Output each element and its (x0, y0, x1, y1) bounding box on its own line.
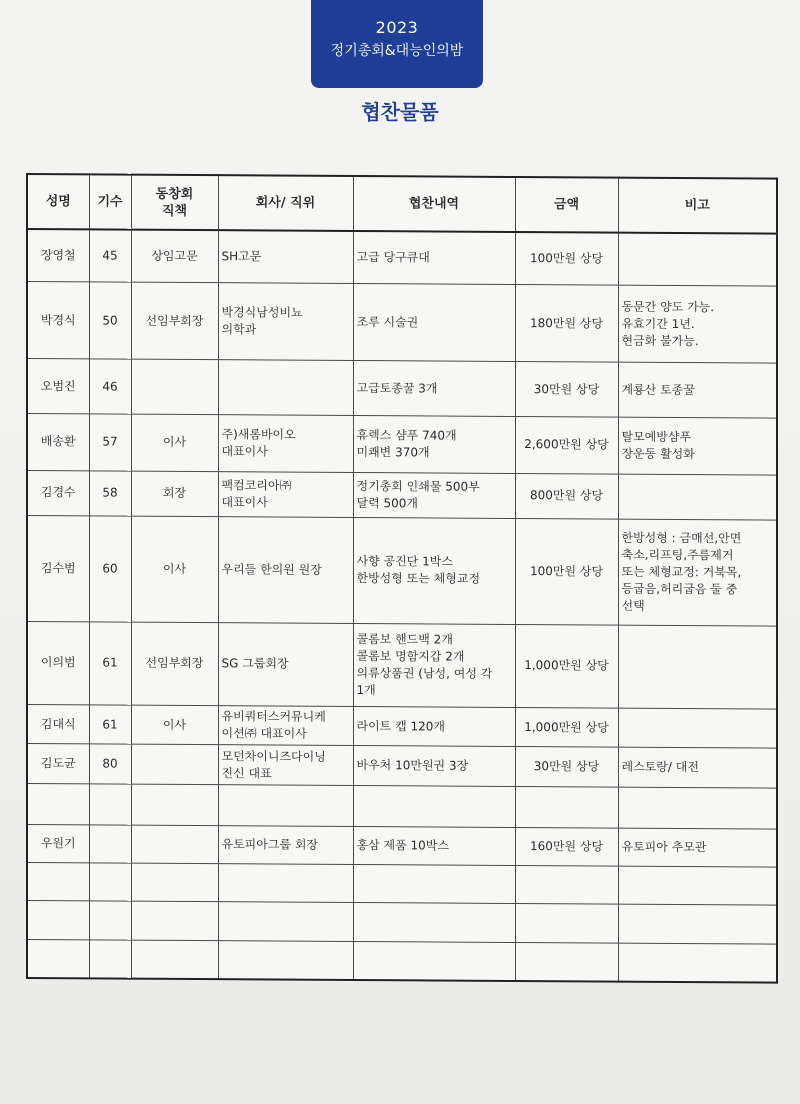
cell-company-title (218, 941, 353, 980)
cell-amount: 1,000만원 상당 (515, 624, 618, 708)
cell-company-title: 주)새롬바이오 대표이사 (218, 415, 353, 473)
cell-company-title: 모던차이니즈다이닝 진신 대표 (218, 745, 353, 785)
cell-alumni-position: 선임부회장 (131, 282, 218, 360)
cell-generation (89, 825, 131, 863)
cell-sponsorship-details: 고급 당구큐대 (353, 231, 515, 285)
cell-remarks (618, 943, 777, 983)
header-name-label: 성명 (45, 194, 71, 210)
header-alumni-position-label: 동창회 직책 (155, 186, 194, 219)
cell-amount: 30만원 상당 (515, 747, 618, 787)
table-row (27, 783, 777, 829)
cell-name: 이의범 (27, 621, 89, 704)
cell-alumni-position (131, 784, 218, 826)
cell-alumni-position: 이사 (131, 414, 218, 471)
cell-alumni-position (131, 359, 218, 414)
header-alumni-position (131, 175, 218, 231)
cell-alumni-position (131, 744, 218, 784)
cell-remarks (618, 708, 777, 748)
cell-generation: 80 (89, 744, 131, 784)
cell-sponsorship-details (353, 785, 515, 828)
header-remarks (618, 178, 777, 234)
cell-remarks: 한방성형 : 금매선,안면 축소,리프팅,주름제거 또는 체형교정: 거북목, 등굽음,허리굽음 둘 중 선택 (618, 519, 777, 625)
header-company-title-label: 회사/ 직위 (255, 195, 316, 211)
cell-remarks (618, 904, 777, 943)
table-row (27, 744, 777, 788)
cell-alumni-position: 이사 (131, 516, 218, 622)
cell-company-title (218, 785, 353, 827)
event-banner (311, 0, 483, 88)
cell-company-title: SG 그룹회장 (218, 622, 353, 706)
cell-alumni-position: 이사 (131, 705, 218, 745)
cell-name: 김경수 (27, 470, 89, 516)
cell-sponsorship-details (353, 903, 515, 942)
sponsorship-table-wrapper (26, 173, 776, 984)
cell-name: 김대식 (27, 704, 89, 744)
cell-amount: 100만원 상당 (515, 232, 618, 285)
cell-remarks (618, 866, 777, 905)
cell-amount (515, 942, 618, 981)
cell-remarks (618, 474, 777, 521)
cell-generation (89, 863, 131, 902)
cell-name (27, 901, 89, 940)
cell-remarks: 탈모예방샴푸 장운동 활성화 (618, 417, 777, 475)
cell-amount: 100만원 상당 (515, 519, 618, 625)
cell-name (27, 862, 89, 901)
table-row (27, 229, 777, 286)
table-row (27, 862, 777, 905)
sponsorship-table (26, 173, 778, 984)
cell-generation: 61 (89, 705, 131, 745)
document-title: 협찬물품 (361, 100, 439, 124)
cell-sponsorship-details: 홍삼 제품 10박스 (353, 827, 515, 865)
cell-remarks: 유토피아 추모관 (618, 828, 777, 866)
header-amount (515, 177, 618, 233)
cell-amount (515, 904, 618, 943)
cell-amount: 30만원 상당 (515, 362, 618, 417)
cell-remarks (618, 787, 777, 830)
cell-amount: 180만원 상당 (515, 285, 618, 363)
table-body (27, 229, 777, 983)
cell-generation: 50 (89, 282, 131, 359)
cell-sponsorship-details: 고급토종꿀 3개 (353, 361, 515, 417)
cell-sponsorship-details (353, 941, 515, 981)
cell-amount: 1,000만원 상당 (515, 707, 618, 747)
header-sponsorship-details-label: 협찬내역 (408, 196, 460, 212)
cell-remarks (618, 233, 777, 287)
cell-generation: 45 (89, 229, 131, 282)
cell-company-title: 유비쿼터스커뮤니케 이션㈜ 대표이사 (218, 705, 353, 745)
cell-company-title (218, 360, 353, 416)
event-name: 정기총회&대능인의밤 (330, 43, 464, 59)
cell-alumni-position (131, 940, 218, 979)
table-row (27, 359, 777, 418)
cell-generation (89, 784, 131, 826)
header-sponsorship-details (353, 176, 515, 232)
cell-generation: 58 (89, 471, 131, 517)
cell-sponsorship-details: 휴렉스 샴푸 740개 미쾌변 370개 (353, 415, 515, 473)
cell-sponsorship-details (353, 864, 515, 903)
cell-name: 배송환 (27, 413, 89, 470)
cell-name: 장영철 (27, 229, 89, 282)
cell-remarks (618, 625, 777, 709)
cell-name: 우원기 (27, 825, 89, 863)
cell-name: 김수범 (27, 516, 89, 622)
table-row (27, 901, 777, 944)
cell-company-title (218, 864, 353, 903)
cell-name: 박경식 (27, 282, 89, 359)
cell-amount (515, 786, 618, 828)
header-name (27, 174, 89, 229)
table-row (27, 825, 777, 867)
cell-remarks: 레스토랑/ 대전 (618, 747, 777, 787)
cell-sponsorship-details: 콜롬보 핸드백 2개 콜롬보 명함지갑 2개 의류상품권 (남성, 여성 각 1개 (353, 623, 515, 707)
cell-company-title: SH고문 (218, 230, 353, 284)
cell-remarks: 계룡산 토종꿀 (618, 362, 777, 418)
table-row (27, 413, 777, 474)
header-generation (89, 174, 131, 229)
table-row (27, 516, 777, 626)
cell-alumni-position (131, 863, 218, 902)
table-row (27, 470, 777, 520)
cell-generation (89, 940, 131, 979)
cell-company-title (218, 902, 353, 941)
cell-company-title: 유토피아그룹 회장 (218, 826, 353, 864)
cell-sponsorship-details: 라이트 캡 120개 (353, 706, 515, 747)
cell-generation (89, 901, 131, 940)
cell-alumni-position (131, 902, 218, 941)
cell-alumni-position (131, 826, 218, 864)
cell-sponsorship-details: 정기총회 인쇄물 500부 달력 500개 (353, 472, 515, 519)
header-generation-label: 기수 (97, 194, 123, 210)
cell-sponsorship-details: 사향 공진단 1박스 한방성형 또는 체형교정 (353, 518, 515, 624)
cell-amount: 160만원 상당 (515, 828, 618, 866)
table-row (27, 621, 777, 709)
cell-name: 오범진 (27, 359, 89, 414)
header-remarks-label: 비고 (684, 198, 710, 214)
cell-alumni-position: 선임부회장 (131, 622, 218, 706)
table-header-row (27, 174, 777, 234)
cell-generation: 46 (89, 359, 131, 414)
header-company-title (218, 175, 353, 231)
cell-amount: 800만원 상당 (515, 473, 618, 519)
table-row (27, 939, 777, 982)
cell-alumni-position: 상임고문 (131, 230, 218, 283)
cell-sponsorship-details: 바우처 10만원권 3장 (353, 746, 515, 787)
cell-generation: 60 (89, 516, 131, 622)
cell-name (27, 783, 89, 825)
table-row (27, 282, 777, 364)
header-amount-label: 금액 (553, 197, 580, 213)
cell-alumni-position: 회장 (131, 471, 218, 517)
cell-generation: 61 (89, 622, 131, 705)
cell-amount: 2,600만원 상당 (515, 416, 618, 473)
cell-company-title: 박경식남성비뇨 의학과 (218, 283, 353, 361)
cell-name (27, 939, 89, 978)
table-row (27, 704, 777, 748)
cell-generation: 57 (89, 414, 131, 471)
event-year: 2023 (375, 18, 419, 37)
cell-name: 김도균 (27, 744, 89, 784)
cell-amount (515, 865, 618, 904)
cell-sponsorship-details: 조루 시술권 (353, 284, 515, 362)
cell-remarks: 동문간 양도 가능. 유효기간 1년. 현금화 불가능. (618, 285, 777, 363)
cell-company-title: 우리들 한의원 원장 (218, 517, 353, 623)
cell-company-title: 팩컴코리아㈜ 대표이사 (218, 471, 353, 517)
